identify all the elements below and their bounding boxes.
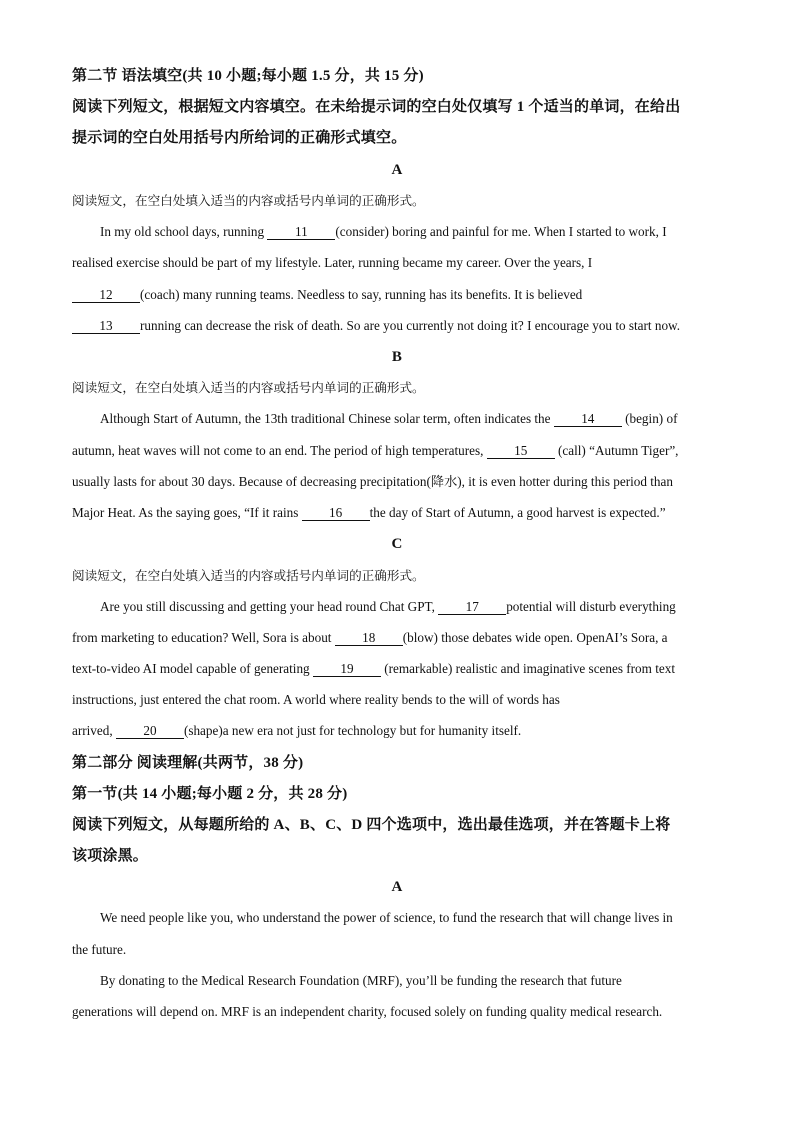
reading-a-p2-line-2: generations will depend on. MRF is an independent charity, focused solely on funding quality medical research. — [72, 1004, 663, 1019]
passage-b-line-3: usually lasts for about 30 days. Because of decreasing precipitation(降水), it is even hotter during this period than — [72, 474, 673, 489]
passage-c-line-3 — [72, 659, 675, 679]
reading-a-p1-line-2: the future. — [72, 942, 127, 957]
text: from marketing to education? Well, Sora is about — [72, 630, 335, 645]
passage-c-line-1 — [100, 597, 676, 617]
text: Major Heat. As the saying goes, “If it rains — [72, 505, 302, 520]
text: text-to-video AI model capable of generating — [72, 661, 313, 676]
section-header: 第二节 语法填空(共 10 小题;每小题 1.5 分，共 15 分) — [72, 68, 424, 84]
text: (shape)a new era not just for technology but for humanity itself. — [183, 723, 522, 738]
passage-a-line-4 — [72, 316, 680, 336]
blank-18[interactable]: 18 — [335, 630, 403, 646]
blank-13[interactable]: 13 — [72, 318, 140, 334]
passage-a-instruction: 阅读短文，在空白处填入适当的内容或括号内单词的正确形式。 — [72, 193, 425, 208]
reading-a-p1-line-1: We need people like you, who understand the power of science, to fund the research that will change lives in — [100, 910, 673, 925]
passage-c-instruction: 阅读短文，在空白处填入适当的内容或括号内单词的正确形式。 — [72, 568, 425, 583]
section-instruction-line-2: 提示词的空白处用括号内所给词的正确形式填空。 — [72, 130, 407, 146]
passage-a-line-1 — [100, 222, 667, 242]
passage-b-label: B — [391, 349, 403, 365]
blank-17[interactable]: 17 — [438, 599, 506, 615]
passage-c-line-2 — [72, 628, 668, 648]
blank-16[interactable]: 16 — [302, 505, 370, 521]
part2-header: 第二部分 阅读理解(共两节，38 分) — [72, 755, 304, 771]
blank-12[interactable]: 12 — [72, 287, 140, 303]
text: autumn, heat waves will not come to an end. The period of high temperatures, — [72, 443, 487, 458]
passage-b-line-4 — [72, 503, 666, 523]
part2-section-1: 第一节(共 14 小题;每小题 2 分，共 28 分) — [72, 786, 348, 802]
reading-a-label: A — [391, 879, 403, 895]
passage-c-label: C — [391, 536, 403, 552]
text: the day of Start of Autumn, a good harvest is expected.” — [369, 505, 666, 520]
section-instruction-line-1: 阅读下列短文，根据短文内容填空。在未给提示词的空白处仅填写 1 个适当的单词，在给出 — [72, 99, 681, 115]
text: potential will disturb everything — [506, 599, 676, 614]
passage-c-line-5 — [72, 721, 521, 741]
text: running can decrease the risk of death. So are you currently not doing it? I encourage you to start now. — [140, 318, 681, 333]
text: arrived, — [72, 723, 116, 738]
blank-11[interactable]: 11 — [267, 224, 335, 240]
passage-a-line-3 — [72, 285, 582, 305]
blank-19[interactable]: 19 — [313, 661, 381, 677]
passage-a-line-2: realised exercise should be part of my lifestyle. Later, running became my career. Over the years, I — [72, 255, 593, 270]
text: Are you still discussing and getting your head round Chat GPT, — [100, 599, 439, 614]
passage-a-label: A — [391, 162, 403, 178]
text: (remarkable) realistic and imaginative scenes from text — [380, 661, 675, 676]
part2-instruction-line-2: 该项涂黑。 — [72, 848, 149, 864]
reading-a-p2-line-1: By donating to the Medical Research Foundation (MRF), you’ll be funding the research that future — [100, 973, 622, 988]
text: (begin) of — [621, 411, 678, 426]
text: (coach) many running teams. Needless to say, running has its benefits. It is believed — [140, 287, 583, 302]
blank-15[interactable]: 15 — [487, 443, 555, 459]
text: (blow) those debates wide open. OpenAI’s Sora, a — [402, 630, 668, 645]
passage-b-instruction: 阅读短文，在空白处填入适当的内容或括号内单词的正确形式。 — [72, 380, 425, 395]
text: (consider) boring and painful for me. When I started to work, I — [335, 224, 667, 239]
part2-instruction-line-1: 阅读下列短文，从每题所给的 A、B、C、D 四个选项中，选出最佳选项，并在答题卡上将 — [72, 817, 671, 833]
passage-b-line-2 — [72, 441, 678, 461]
blank-20[interactable]: 20 — [116, 723, 184, 739]
text: (call) “Autumn Tiger”, — [554, 443, 679, 458]
passage-b-line-1 — [100, 409, 677, 429]
text: Although Start of Autumn, the 13th traditional Chinese solar term, often indicates the — [100, 411, 554, 426]
passage-c-line-4: instructions, just entered the chat room. A world where reality bends to the will of words has — [72, 692, 560, 707]
text: In my old school days, running — [100, 224, 268, 239]
blank-14[interactable]: 14 — [554, 411, 622, 427]
